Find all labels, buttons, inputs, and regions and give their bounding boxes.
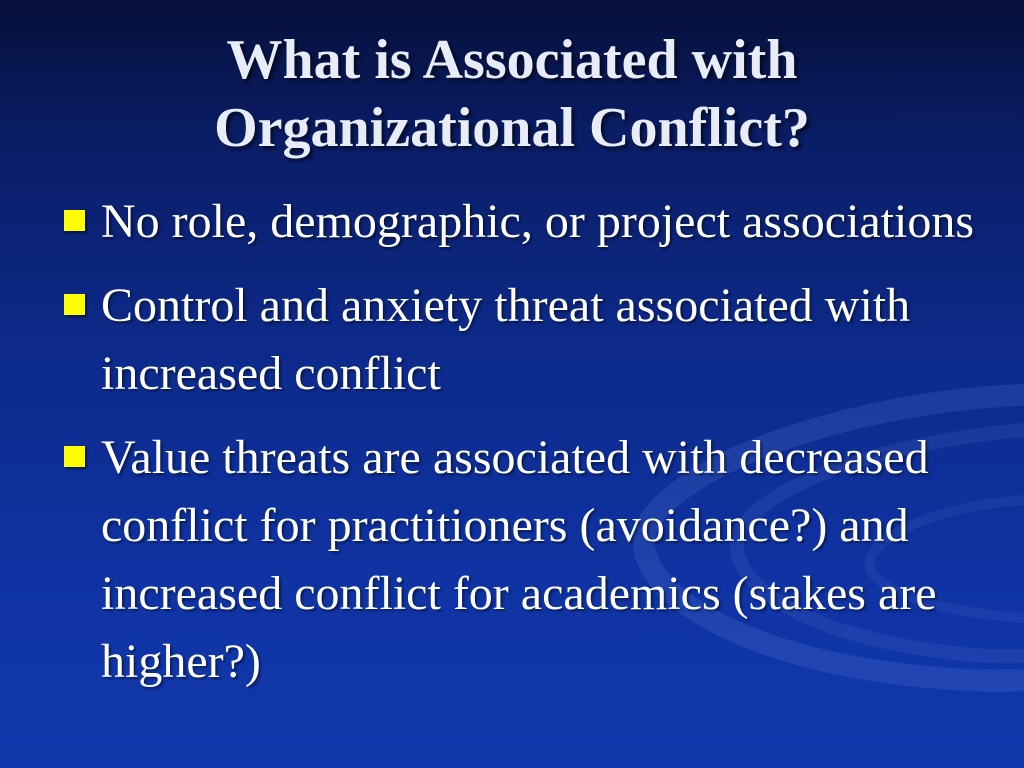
bullet-text: No role, demographic, or project associations (101, 195, 975, 248)
bullet-list (62, 188, 982, 712)
yellow-square-bullet-icon (64, 294, 85, 315)
bullet-text: Control and anxiety threat associated with increased conflict (101, 279, 911, 400)
slide-title-line-2: Organizational Conflict? (214, 97, 810, 159)
bullet-item (62, 188, 982, 256)
slide-title-line-1: What is Associated with (226, 29, 798, 91)
bullet-item (62, 424, 982, 696)
yellow-square-bullet-icon (64, 446, 85, 467)
bullet-text: Value threats are associated with decreased conflict for practitioners (avoidance?) and increased conflict for academics (stakes are higher?) (101, 431, 937, 688)
yellow-square-bullet-icon (64, 210, 85, 231)
slide-title (40, 26, 984, 162)
bullet-item (62, 272, 982, 408)
